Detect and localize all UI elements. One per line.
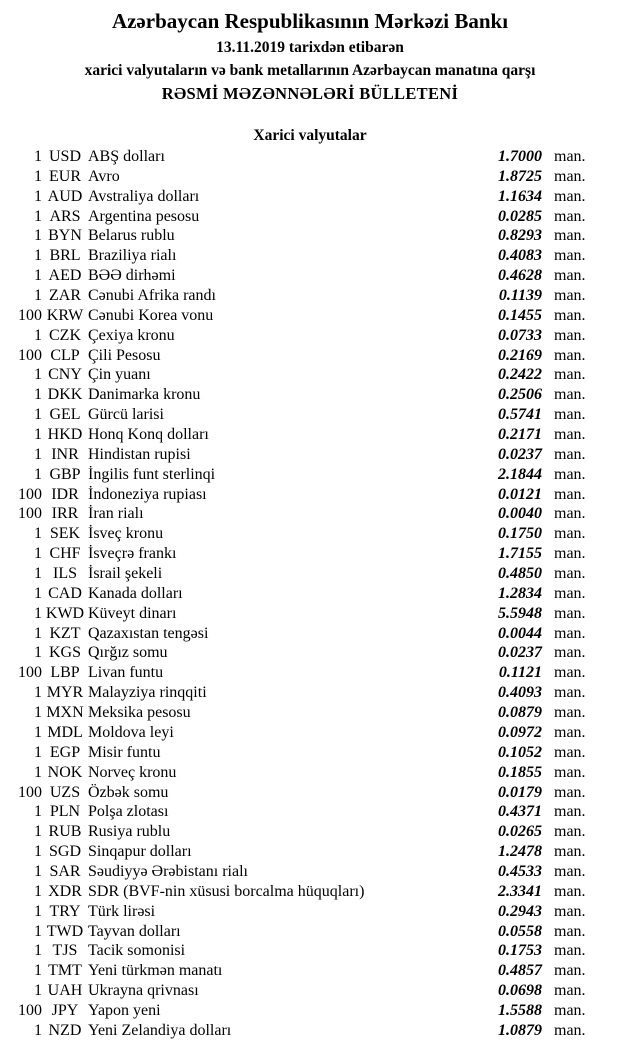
rate-value: 0.1139	[498, 287, 542, 305]
currency-name: Meksika pesosu	[88, 704, 191, 722]
quantity-value: 1	[34, 743, 42, 761]
quantity-value: 1	[34, 426, 42, 444]
rate-row-MYR	[0, 683, 597, 703]
currency-name: Qazaxıstan tengəsi	[88, 624, 209, 642]
rate-row-TJS	[0, 941, 597, 961]
unit-label: man.	[554, 426, 586, 444]
currency-name: Moldova leyi	[88, 723, 174, 741]
rate-row-MDL	[0, 723, 597, 743]
quantity-value: 1	[34, 545, 42, 563]
unit-label: man.	[554, 406, 586, 424]
rate-value: 0.1052	[498, 743, 542, 761]
currency-code: ZAR	[49, 287, 81, 305]
rate-row-TWD	[0, 922, 597, 942]
currency-code: MXN	[46, 704, 84, 722]
rate-row-TRY	[0, 902, 597, 922]
unit-label: man.	[554, 545, 586, 563]
currency-name: Avro	[88, 167, 120, 185]
rate-row-KZT	[0, 624, 597, 644]
rate-row-TMT	[0, 961, 597, 981]
quantity-value: 100	[18, 306, 42, 324]
rate-value: 0.2506	[498, 386, 542, 404]
rate-value: 0.0265	[498, 823, 542, 841]
quantity-value: 1	[34, 366, 42, 384]
quantity-value: 1	[34, 982, 42, 1000]
unit-label: man.	[554, 684, 586, 702]
quantity-value: 1	[34, 525, 42, 543]
rate-value: 2.1844	[498, 465, 542, 483]
unit-label: man.	[554, 584, 586, 602]
bulletin-title: RƏSMİ MƏZƏNNƏLƏRİ BÜLLETENİ	[161, 84, 459, 103]
currency-code: KGS	[48, 644, 81, 662]
currency-code: INR	[51, 445, 79, 463]
quantity-value: 1	[34, 148, 42, 165]
rate-value: 2.3341	[498, 882, 542, 900]
unit-label: man.	[554, 167, 586, 185]
quantity-value: 1	[34, 326, 42, 344]
quantity-value: 100	[18, 505, 42, 523]
unit-label: man.	[554, 287, 586, 305]
rate-value: 0.0040	[498, 505, 542, 523]
unit-label: man.	[554, 565, 586, 583]
quantity-value: 1	[34, 704, 42, 722]
quantity-value: 1	[34, 445, 42, 463]
quantity-value: 1	[34, 823, 42, 841]
rate-row-EUR	[0, 167, 597, 187]
quantity-value: 1	[34, 604, 42, 622]
currency-name: Sinqapur dolları	[88, 843, 192, 861]
currency-code: AED	[48, 267, 82, 285]
currency-name: Braziliya rialı	[88, 247, 177, 265]
currency-code: GBP	[49, 465, 81, 483]
document-header	[0, 0, 620, 104]
unit-label: man.	[554, 743, 586, 761]
rate-row-NZD	[0, 1021, 597, 1041]
quantity-value: 1	[34, 167, 42, 185]
currency-code: RUB	[48, 823, 82, 841]
currency-code: BYN	[48, 227, 82, 245]
rate-row-JPY	[0, 1001, 597, 1021]
rate-value: 1.8725	[498, 167, 542, 185]
rate-row-EGP	[0, 743, 597, 763]
currency-code: ARS	[49, 207, 81, 225]
currency-code: UAH	[47, 982, 83, 1000]
rate-row-KGS	[0, 643, 597, 663]
rate-value: 0.4533	[498, 862, 542, 880]
rate-row-AED	[0, 266, 597, 286]
unit-label: man.	[554, 227, 586, 245]
unit-label: man.	[554, 664, 586, 682]
rate-row-SEK	[0, 524, 597, 544]
currency-code: SGD	[48, 843, 81, 861]
quantity-value: 100	[18, 664, 42, 682]
unit-label: man.	[554, 624, 586, 642]
currency-name: Rusiya rublu	[88, 823, 171, 841]
unit-label: man.	[554, 922, 586, 940]
quantity-value: 1	[34, 624, 42, 642]
rate-row-USD	[0, 147, 597, 167]
currency-name: Cənubi Korea vonu	[88, 306, 214, 324]
unit-label: man.	[554, 862, 586, 880]
quantity-value: 1	[34, 584, 42, 602]
unit-label: man.	[554, 148, 586, 165]
rate-value: 0.4857	[498, 962, 542, 980]
unit-label: man.	[554, 644, 586, 662]
currency-code: CLP	[50, 346, 80, 364]
unit-label: man.	[554, 306, 586, 324]
unit-label: man.	[554, 505, 586, 523]
rate-value: 0.2169	[498, 346, 542, 364]
rate-value: 0.2422	[498, 366, 542, 384]
rate-row-GEL	[0, 405, 597, 425]
unit-label: man.	[554, 267, 586, 285]
currency-name: Kanada dolları	[88, 584, 183, 602]
rate-row-SGD	[0, 842, 597, 862]
currency-code: TRY	[49, 902, 81, 920]
currency-code: EUR	[49, 167, 81, 185]
currency-code: CAD	[48, 584, 82, 602]
currency-name: Səudiyyə Ərəbistanı rialı	[88, 862, 248, 880]
currency-code: IRR	[51, 505, 79, 523]
rate-row-CLP	[0, 346, 597, 366]
currency-name: Çili Pesosu	[88, 346, 161, 364]
currency-code: HKD	[47, 426, 83, 444]
currency-code: KWD	[45, 604, 85, 622]
rates-table	[0, 147, 597, 1041]
currency-code: TMT	[48, 962, 82, 980]
rate-value: 0.0179	[498, 783, 542, 801]
unit-label: man.	[554, 346, 586, 364]
unit-label: man.	[554, 386, 586, 404]
unit-label: man.	[554, 247, 586, 265]
currency-code: LBP	[50, 664, 80, 682]
unit-label: man.	[554, 445, 586, 463]
currency-name: Livan funtu	[88, 664, 164, 682]
rate-row-IDR	[0, 485, 597, 505]
quantity-value: 1	[34, 902, 42, 920]
unit-label: man.	[554, 485, 586, 503]
unit-label: man.	[554, 882, 586, 900]
currency-name: İsveç kronu	[88, 525, 164, 543]
currency-code: KZT	[49, 624, 81, 642]
currency-code: EGP	[49, 743, 81, 761]
rate-value: 1.2478	[498, 843, 542, 861]
rate-row-BRL	[0, 246, 597, 266]
rate-value: 0.0698	[498, 982, 542, 1000]
rate-value: 0.1753	[498, 942, 542, 960]
unit-label: man.	[554, 187, 586, 205]
currency-name: Misir funtu	[88, 743, 161, 761]
unit-label: man.	[554, 704, 586, 722]
quantity-value: 1	[34, 862, 42, 880]
quantity-value: 1	[34, 386, 42, 404]
rate-value: 0.4850	[498, 565, 542, 583]
currency-code: NZD	[48, 1021, 82, 1039]
currency-name: Danimarka kronu	[88, 386, 201, 404]
currency-name: Cənubi Afrika randı	[88, 287, 216, 305]
unit-label: man.	[554, 604, 586, 622]
rate-value: 0.0044	[498, 624, 542, 642]
unit-label: man.	[554, 465, 586, 483]
currency-name: Malayziya rinqqiti	[88, 684, 207, 702]
currency-name: İsrail şekeli	[88, 565, 163, 583]
currency-code: CNY	[48, 366, 82, 384]
currency-code: PLN	[49, 803, 81, 821]
currency-code: IDR	[51, 485, 79, 503]
quantity-value: 1	[34, 882, 42, 900]
quantity-value: 1	[34, 565, 42, 583]
currency-code: AUD	[47, 187, 83, 205]
currency-name: Belarus rublu	[88, 227, 175, 245]
rate-value: 0.0733	[498, 326, 542, 344]
rate-row-CAD	[0, 584, 597, 604]
rate-value: 1.2834	[498, 584, 542, 602]
quantity-value: 1	[34, 843, 42, 861]
currency-name: İndoneziya rupiası	[88, 485, 207, 503]
currency-name: İngilis funt sterlinqi	[88, 465, 216, 483]
rate-row-INR	[0, 445, 597, 465]
unit-label: man.	[554, 763, 586, 781]
bank-title: Azərbaycan Respublikasının Mərkəzi Bankı	[111, 9, 509, 33]
currency-name: Polşa zlotası	[88, 803, 169, 821]
currency-name: İran rialı	[88, 505, 144, 523]
currency-code: NOK	[47, 763, 83, 781]
rate-value: 0.0972	[498, 723, 542, 741]
rate-value: 0.4628	[498, 267, 542, 285]
currency-code: MYR	[46, 684, 84, 702]
rate-value: 0.1855	[498, 763, 542, 781]
currency-code: SAR	[49, 862, 81, 880]
rate-value: 0.4093	[498, 684, 542, 702]
unit-label: man.	[554, 1021, 586, 1039]
quantity-value: 1	[34, 465, 42, 483]
currency-code: GEL	[49, 406, 81, 424]
rate-row-IRR	[0, 504, 597, 524]
currency-code: MDL	[47, 723, 83, 741]
currency-name: Avstraliya dolları	[88, 187, 200, 205]
currency-code: CHF	[49, 545, 81, 563]
currency-code: BRL	[49, 247, 81, 265]
unit-label: man.	[554, 1001, 586, 1019]
currency-name: Tacik somonisi	[88, 942, 186, 960]
rate-value: 0.0285	[498, 207, 542, 225]
rate-value: 0.0121	[498, 485, 542, 503]
unit-label: man.	[554, 962, 586, 980]
unit-label: man.	[554, 942, 586, 960]
rate-row-BYN	[0, 226, 597, 246]
rate-value: 1.5588	[498, 1001, 542, 1019]
rate-value: 5.5948	[498, 604, 542, 622]
rate-row-PLN	[0, 802, 597, 822]
rate-row-GBP	[0, 465, 597, 485]
currency-name: Honq Konq dolları	[88, 426, 209, 444]
rate-row-ARS	[0, 207, 597, 227]
currency-name: Özbək somu	[88, 783, 169, 801]
rate-row-ZAR	[0, 286, 597, 306]
currency-code: ILS	[53, 565, 77, 583]
quantity-value: 1	[34, 227, 42, 245]
currency-name: Yeni Zelandiya dolları	[88, 1021, 232, 1039]
rate-row-RUB	[0, 822, 597, 842]
currency-code: XDR	[48, 882, 82, 900]
currency-name: ABŞ dolları	[88, 148, 165, 165]
rate-row-CZK	[0, 326, 597, 346]
unit-label: man.	[554, 982, 586, 1000]
rate-value: 0.2171	[498, 426, 542, 444]
currency-code: USD	[48, 148, 81, 165]
document-subtitle: xarici valyutaların və bank metallarının Azərbaycan manatına qarşı	[84, 62, 536, 79]
unit-label: man.	[554, 843, 586, 861]
quantity-value: 1	[34, 803, 42, 821]
rate-row-CHF	[0, 544, 597, 564]
quantity-value: 1	[34, 207, 42, 225]
quantity-value: 1	[34, 922, 42, 940]
quantity-value: 1	[34, 287, 42, 305]
currency-name: Argentina pesosu	[88, 207, 200, 225]
currency-name: BƏƏ dirhəmi	[88, 267, 176, 285]
rate-row-ILS	[0, 564, 597, 584]
currency-name: İsveçrə frankı	[88, 545, 177, 563]
rate-row-MXN	[0, 703, 597, 723]
rate-row-AUD	[0, 187, 597, 207]
rate-value: 0.0879	[498, 704, 542, 722]
rate-row-SAR	[0, 862, 597, 882]
section-title-foreign-currencies: Xarici valyutalar	[253, 127, 367, 144]
quantity-value: 1	[34, 723, 42, 741]
rate-row-XDR	[0, 882, 597, 902]
rate-value: 0.0237	[498, 445, 542, 463]
unit-label: man.	[554, 803, 586, 821]
rate-row-HKD	[0, 425, 597, 445]
currency-code: KRW	[46, 306, 84, 324]
rate-value: 0.1750	[498, 525, 542, 543]
currency-code: CZK	[49, 326, 81, 344]
currency-code: TJS	[52, 942, 78, 960]
currency-name: Hindistan rupisi	[88, 445, 191, 463]
rate-value: 0.1121	[498, 664, 542, 682]
quantity-value: 1	[34, 644, 42, 662]
quantity-value: 1	[34, 1021, 42, 1039]
currency-name: Küveyt dinarı	[88, 604, 177, 622]
quantity-value: 1	[34, 942, 42, 960]
currency-name: Türk lirəsi	[88, 902, 156, 920]
unit-label: man.	[554, 207, 586, 225]
currency-code: TWD	[46, 922, 84, 940]
quantity-value: 1	[34, 763, 42, 781]
currency-name: Qırğız somu	[88, 644, 168, 662]
rate-value: 0.2943	[498, 902, 542, 920]
quantity-value: 1	[34, 247, 42, 265]
rate-value: 0.8293	[498, 227, 542, 245]
unit-label: man.	[554, 823, 586, 841]
unit-label: man.	[554, 366, 586, 384]
rate-value: 1.7155	[498, 545, 542, 563]
rate-row-DKK	[0, 385, 597, 405]
currency-name: Çexiya kronu	[88, 326, 175, 344]
rate-row-UZS	[0, 783, 597, 803]
currency-name: Çin yuanı	[88, 366, 151, 384]
currency-name: Yeni türkmən manatı	[88, 962, 223, 980]
quantity-value: 1	[34, 962, 42, 980]
currency-code: DKK	[47, 386, 83, 404]
currency-code: SEK	[49, 525, 81, 543]
quantity-value: 1	[34, 187, 42, 205]
unit-label: man.	[554, 902, 586, 920]
rate-value: 1.7000	[498, 148, 542, 165]
quantity-value: 100	[18, 783, 42, 801]
rate-value: 0.5741	[498, 406, 542, 424]
rate-value: 0.0558	[498, 922, 542, 940]
rate-row-KRW	[0, 306, 597, 326]
rate-value: 0.4371	[498, 803, 542, 821]
rate-row-UAH	[0, 981, 597, 1001]
rate-row-NOK	[0, 763, 597, 783]
rate-value: 0.4083	[498, 247, 542, 265]
unit-label: man.	[554, 525, 586, 543]
currency-name: SDR (BVF-nin xüsusi borcalma hüquqları)	[88, 882, 365, 900]
currency-code: JPY	[51, 1001, 79, 1019]
currency-name: Norveç kronu	[88, 763, 177, 781]
quantity-value: 1	[34, 406, 42, 424]
unit-label: man.	[554, 723, 586, 741]
rate-row-LBP	[0, 663, 597, 683]
quantity-value: 100	[18, 1001, 42, 1019]
currency-code: UZS	[49, 783, 81, 801]
unit-label: man.	[554, 783, 586, 801]
currency-name: Gürcü larisi	[88, 406, 164, 424]
quantity-value: 1	[34, 684, 42, 702]
rate-value: 1.0879	[498, 1021, 542, 1039]
currency-name: Yapon yeni	[88, 1001, 161, 1019]
rate-row-KWD	[0, 604, 597, 624]
rate-value: 0.0237	[498, 644, 542, 662]
quantity-value: 100	[18, 485, 42, 503]
rate-value: 0.1455	[498, 306, 542, 324]
effective-date: 13.11.2019 tarixdən etibarən	[216, 39, 404, 56]
rate-value: 1.1634	[498, 187, 542, 205]
rate-row-CNY	[0, 365, 597, 385]
unit-label: man.	[554, 326, 586, 344]
quantity-value: 1	[34, 267, 42, 285]
quantity-value: 100	[18, 346, 42, 364]
currency-name: Tayvan dolları	[88, 922, 181, 940]
currency-name: Ukrayna qrivnası	[88, 982, 199, 1000]
